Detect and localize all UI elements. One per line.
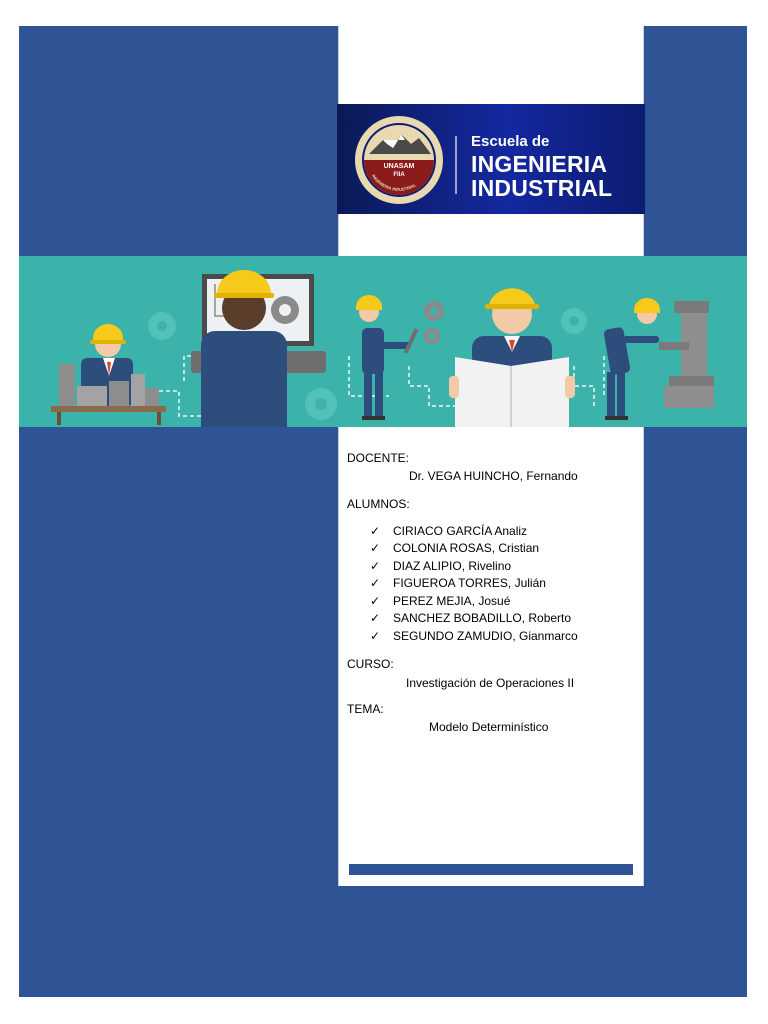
seal-top-text: UNASAM [383, 163, 415, 170]
checkmark-icon: ✓ [370, 541, 381, 556]
school-name-line3: INDUSTRIAL [471, 175, 613, 201]
checkmark-icon: ✓ [370, 628, 381, 643]
list-item [370, 522, 578, 540]
list-item [370, 610, 578, 628]
list-item [370, 540, 578, 558]
tema-value: Modelo Determinístico [429, 720, 549, 734]
unasam-seal-logo [347, 104, 457, 214]
list-item [370, 627, 578, 645]
seal-sub-text: FIIA [393, 172, 405, 178]
school-name-line1: Escuela de [471, 133, 550, 150]
student-name: FIGUEROA TORRES, Julián [393, 576, 546, 591]
logo-divider [455, 136, 457, 194]
docente-label: DOCENTE: [347, 451, 410, 465]
engineer-with-blueprint-figure [449, 288, 575, 427]
engineers-illustration [19, 256, 747, 427]
school-logo-banner [337, 104, 645, 214]
footer-accent-bar [349, 864, 633, 875]
checkmark-icon: ✓ [370, 576, 381, 591]
school-name-line2: INGENIERIA [471, 151, 608, 177]
tema-label: TEMA: [347, 702, 384, 716]
engineer-at-machine-figure [603, 298, 714, 420]
engineer-at-desk-figure [51, 324, 166, 425]
student-name: SEGUNDO ZAMUDIO, Gianmarco [393, 628, 578, 643]
engineer-with-wrench-figure [356, 295, 444, 420]
student-name: SANCHEZ BOBADILLO, Roberto [393, 611, 572, 626]
alumnos-label: ALUMNOS: [347, 497, 410, 511]
student-name: CIRIACO GARCÍA Analiz [393, 523, 528, 538]
list-item [370, 575, 578, 593]
list-item [370, 557, 578, 575]
docente-value: Dr. VEGA HUINCHO, Fernando [409, 469, 578, 483]
student-name: PEREZ MEJIA, Josué [393, 593, 511, 608]
seal-ring-text: INGENIERIA INDUSTRIAL [370, 173, 417, 192]
school-name [471, 134, 612, 200]
checkmark-icon: ✓ [370, 611, 381, 626]
engineers-illustration-banner [19, 256, 747, 427]
curso-value: Investigación de Operaciones II [406, 676, 575, 690]
student-name: DIAZ ALIPIO, Rivelino [393, 558, 512, 573]
checkmark-icon: ✓ [370, 523, 381, 538]
student-list [370, 522, 578, 645]
checkmark-icon: ✓ [370, 558, 381, 573]
list-item [370, 592, 578, 610]
checkmark-icon: ✓ [370, 593, 381, 608]
curso-label: CURSO: [347, 657, 394, 671]
student-name: COLONIA ROSAS, Cristian [393, 541, 540, 556]
